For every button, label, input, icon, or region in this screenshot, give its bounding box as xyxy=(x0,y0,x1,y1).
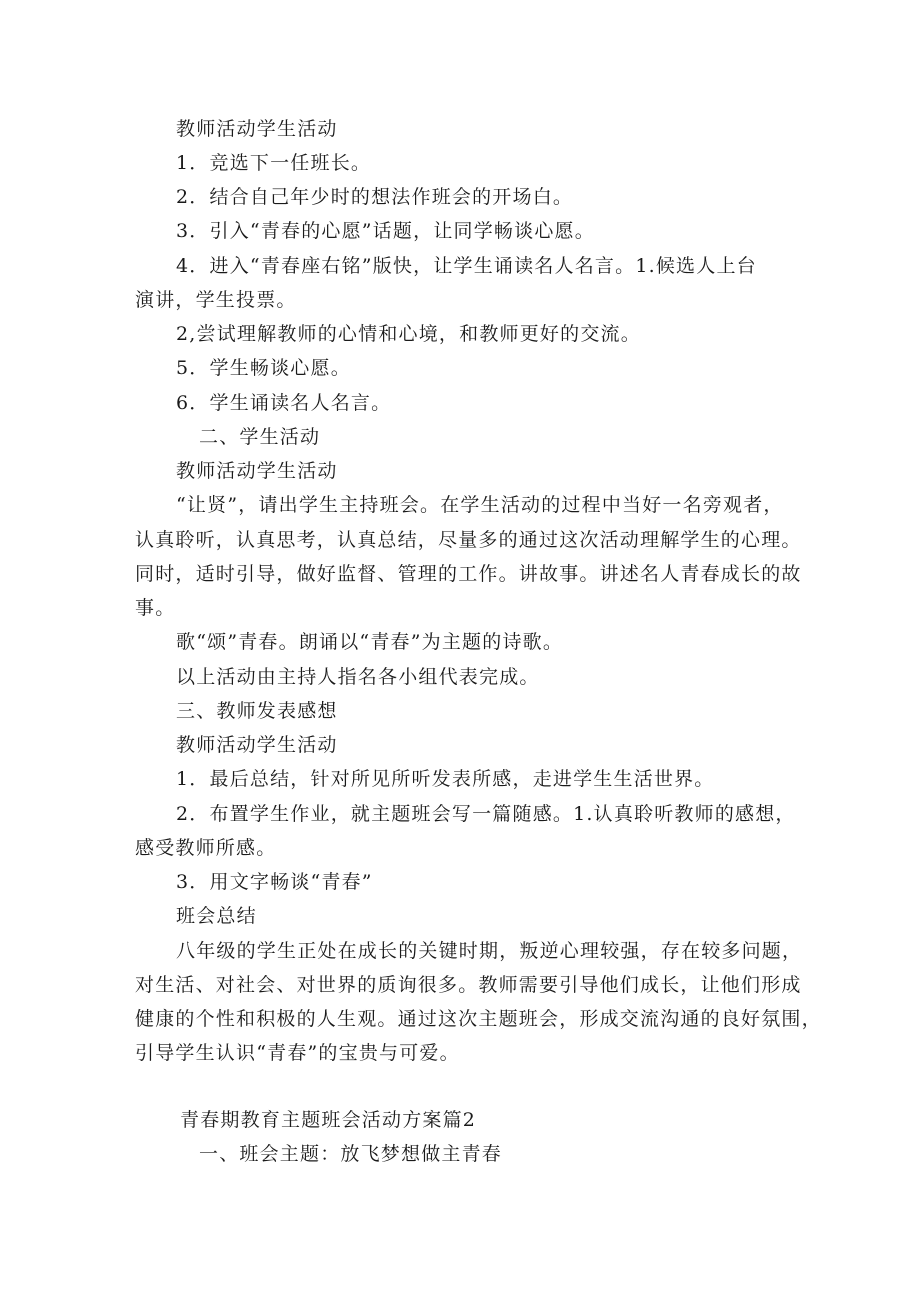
text-line: 健康的个性和积极的人生观。通过这次主题班会，形成交流沟通的良好氛围， xyxy=(135,1008,822,1030)
text-line: 认真聆听，认真思考，认真总结，尽量多的通过这次活动理解学生的心理。 xyxy=(135,529,802,551)
text-line: 2,尝试理解教师的心情和心境，和教师更好的交流。 xyxy=(176,323,641,345)
text-line: 感受教师所感。 xyxy=(135,837,277,859)
text-line: 3．引入“青春的心愿”话题，让同学畅谈心愿。 xyxy=(176,220,595,242)
text-line: 1．最后总结，针对所见所听发表所感，走进学生生活世界。 xyxy=(176,768,715,790)
article-title: 青春期教育主题班会活动方案篇2 xyxy=(180,1109,477,1131)
text-line: 同时，适时引导，做好监督、管理的工作。讲故事。讲述名人青春成长的故 xyxy=(135,563,802,585)
text-line: 3．用文字畅谈“青春” xyxy=(176,871,373,893)
text-line: 事。 xyxy=(135,597,176,619)
text-line: 演讲，学生投票。 xyxy=(135,289,297,311)
text-line: 以上活动由主持人指名各小组代表完成。 xyxy=(176,666,540,688)
text-line: 教师活动学生活动 xyxy=(176,734,338,756)
text-line: 2．结合自己年少时的想法作班会的开场白。 xyxy=(176,186,574,208)
text-line: 教师活动学生活动 xyxy=(176,118,338,140)
text-line: 教师活动学生活动 xyxy=(176,460,338,482)
text-line: 八年级的学生正处在成长的关键时期，叛逆心理较强，存在较多问题， xyxy=(176,940,803,962)
section-heading: 三、教师发表感想 xyxy=(176,700,338,722)
section-heading: 二、学生活动 xyxy=(199,426,321,448)
text-line: 5．学生畅谈心愿。 xyxy=(176,357,351,379)
text-line: 2．布置学生作业，就主题班会写一篇随感。1.认真聆听教师的感想， xyxy=(176,803,796,825)
text-line: 歌“颂”青春。朗诵以“青春”为主题的诗歌。 xyxy=(176,631,564,653)
text-line: 1．竞选下一任班长。 xyxy=(176,152,372,174)
text-line: “让贤”，请出学生主持班会。在学生活动的过程中当好一名旁观者， xyxy=(176,494,784,516)
text-line: 对生活、对社会、对世界的质询很多。教师需要引导他们成长，让他们形成 xyxy=(135,974,802,996)
text-line: 6．学生诵读名人名言。 xyxy=(176,392,392,414)
text-line: 引导学生认识“青春”的宝贵与可爱。 xyxy=(135,1042,460,1064)
text-line: 4．进入“青春座右铭”版快，让学生诵读名人名言。1.候选人上台 xyxy=(176,255,757,277)
section-heading: 班会总结 xyxy=(176,905,257,927)
section-heading: 一、班会主题：放飞梦想做主青春 xyxy=(199,1143,503,1165)
